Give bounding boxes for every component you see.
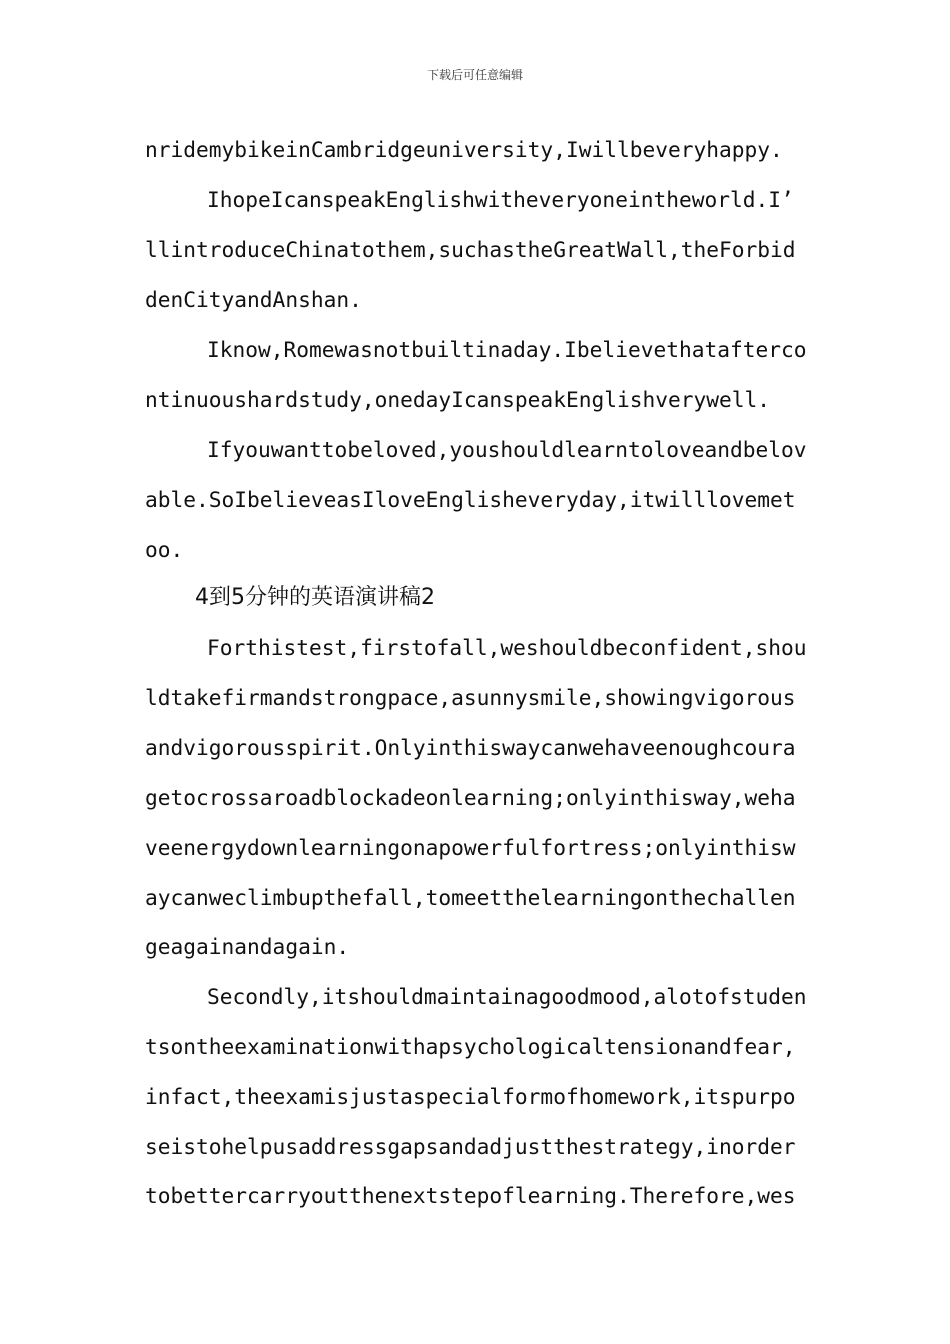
text-line: ntinuoushardstudy,onedayIcanspeakEnglishverywell. (145, 387, 771, 412)
text-line: Forthistest,firstofall,weshouldbeconfident,shou (207, 635, 807, 660)
text-line: llintroduceChinatothem,suchastheGreatWall,theForbid (145, 237, 796, 262)
text-line: aycanweclimbupthefall,tomeetthelearningonthechallen (145, 885, 796, 910)
text-line: seistohelpusaddressgapsandadjustthestrategy,inorder (145, 1134, 796, 1159)
page-header: 下载后可任意编辑 (426, 68, 523, 82)
text-line: geagainandagain. (145, 934, 350, 959)
text-line: nridemybikeinCambridgeuniversity,Iwillbeveryhappy. (145, 137, 783, 162)
text-line: ldtakefirmandstrongpace,asunnysmile,showingvigorous (145, 685, 796, 710)
text-line: Iknow,Romewasnotbuiltinaday.Ibelievethatafterco (207, 337, 807, 362)
text-line: oo. (145, 537, 184, 562)
text-line: tsontheexaminationwithapsychologicaltensionandfear, (145, 1034, 796, 1059)
text-line: infact,theexamisjustaspecialformofhomework,itspurpo (145, 1084, 796, 1109)
text-line: Secondly,itshouldmaintainagoodmood,alotofstuden (207, 984, 807, 1009)
text-line: Ifyouwanttobeloved,youshouldlearntoloveandbelov (207, 437, 807, 462)
text-line: denCityandAnshan. (145, 287, 362, 312)
text-line: andvigorousspirit.Onlyinthiswaycanwehaveenoughcoura (145, 735, 796, 760)
text-line: tobettercarryoutthenextstepoflearning.Therefore,wes (145, 1183, 796, 1208)
section-heading: 4到5分钟的英语演讲稿2 (195, 585, 435, 610)
text-line: getocrossaroadblockadeonlearning;onlyinthisway,weha (145, 785, 796, 810)
text-line: veenergydownlearningonapowerfulfortress;onlyinthisw (145, 835, 796, 860)
text-line: able.SoIbelieveasIloveEnglisheveryday,itwilllovemet (145, 487, 796, 512)
text-line: IhopeIcanspeakEnglishwitheveryoneintheworld.I’ (207, 187, 794, 212)
